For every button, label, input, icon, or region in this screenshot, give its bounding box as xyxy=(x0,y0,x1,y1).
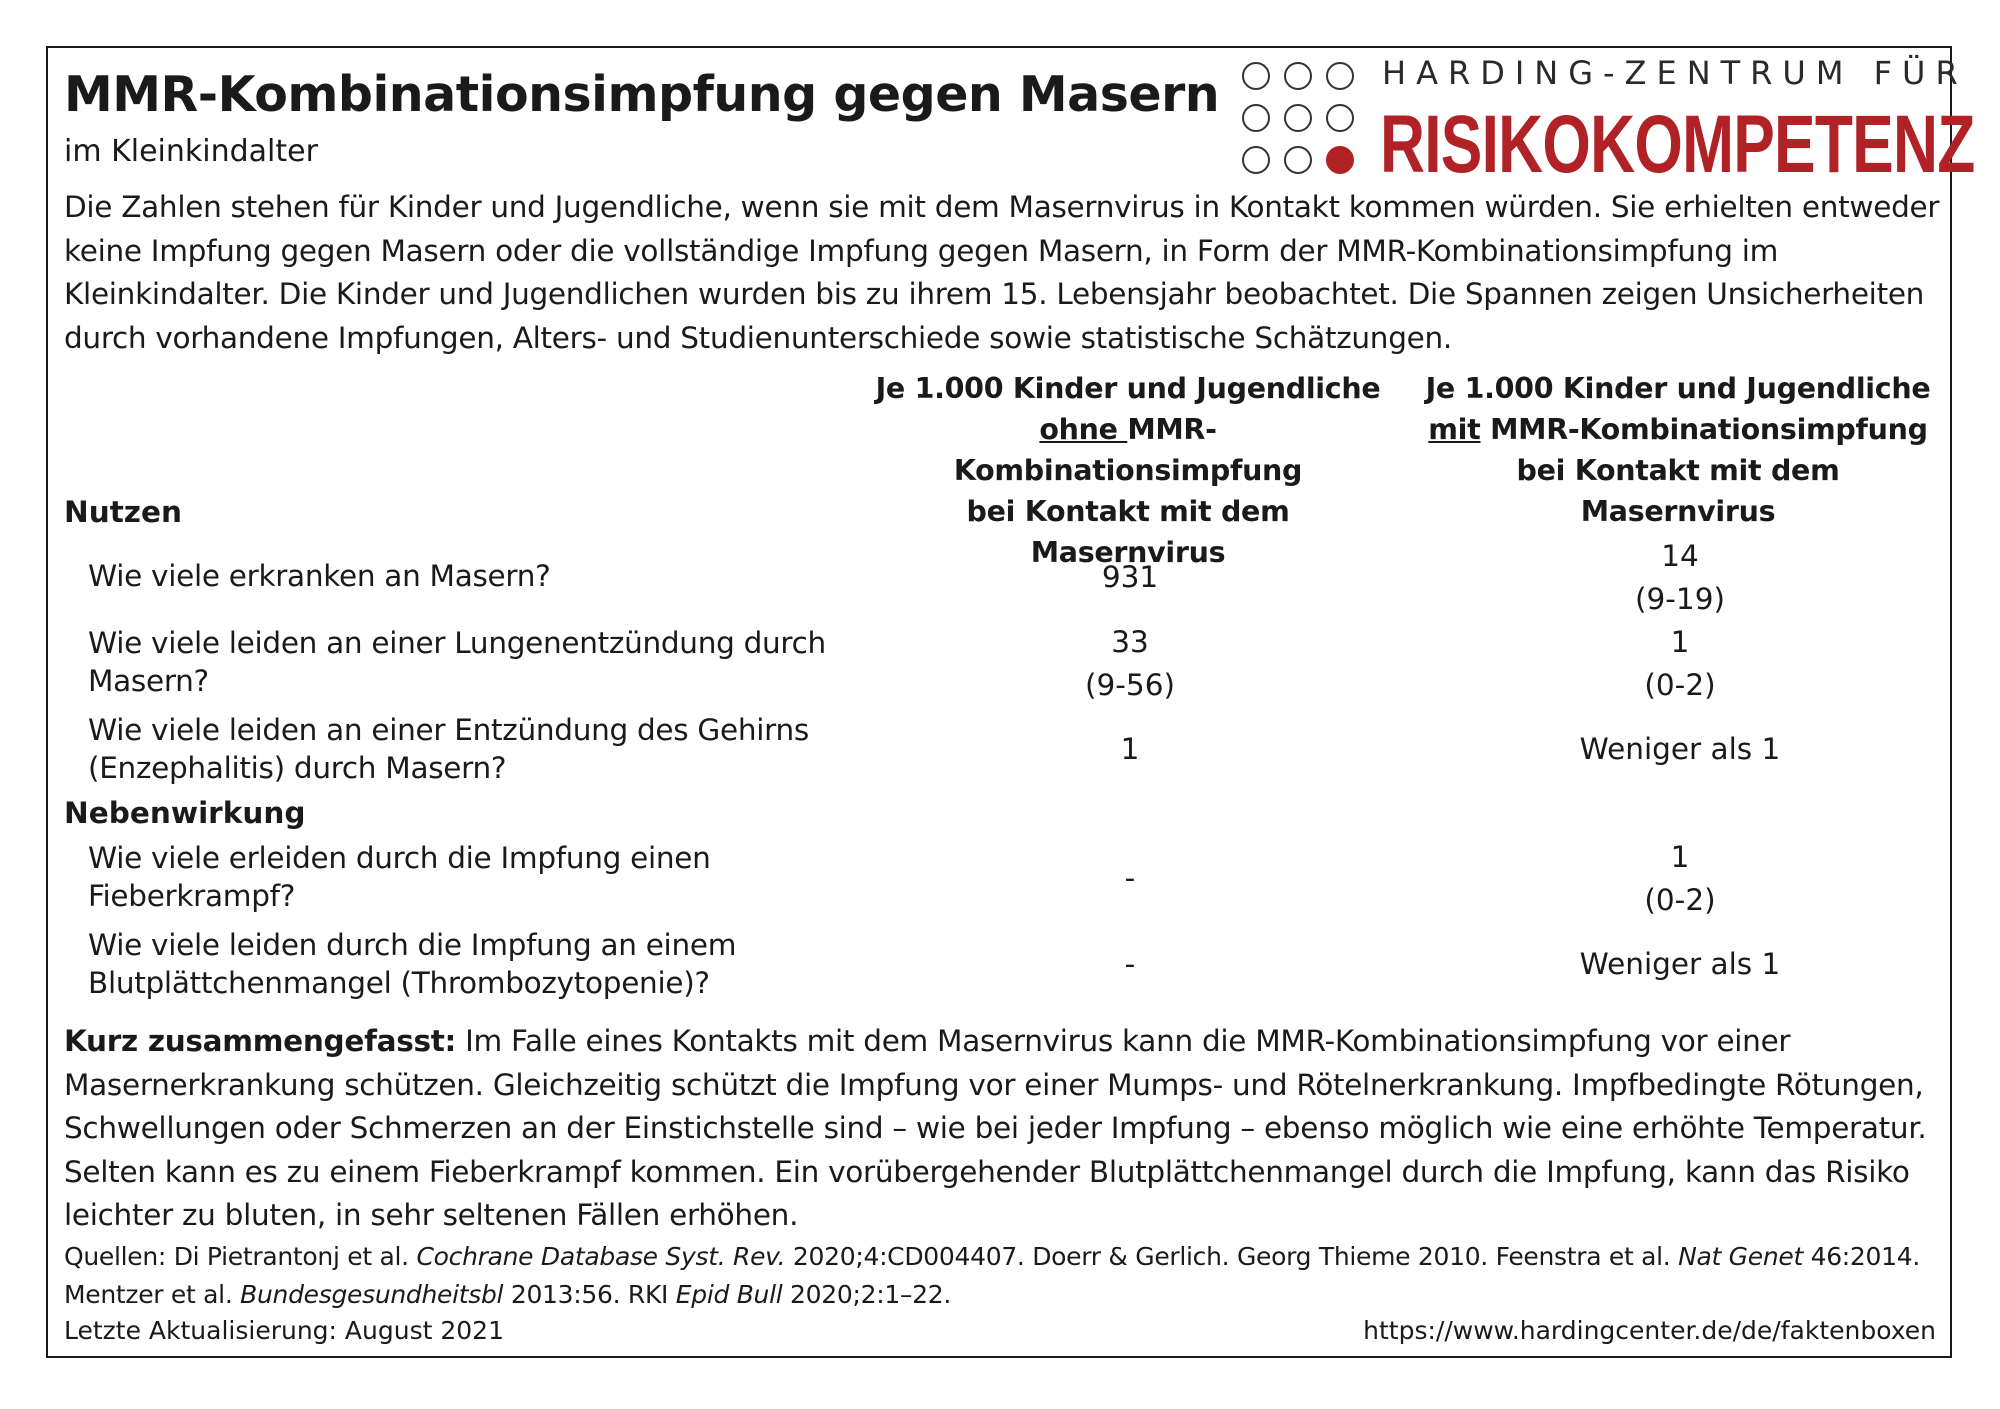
value-with xyxy=(1470,943,1890,986)
source-text: 46:2014. xyxy=(1802,1242,1921,1271)
value-without xyxy=(920,857,1340,900)
value-range: (9-56) xyxy=(1085,668,1175,702)
logo-circle-grid xyxy=(1242,62,1366,178)
summary-line: Selten kann es zu einem Fieberkrampf kommen. Ein vorübergehender Blutplättchenmangel durch die Impfung, kann das Risiko xyxy=(64,1154,1910,1189)
source-text: Quellen: Di Pietrantonj et al. xyxy=(64,1242,417,1271)
value-number: 33 xyxy=(1111,625,1149,659)
logo-circle xyxy=(1242,146,1270,174)
section-heading-harm: Nebenwirkung xyxy=(64,796,306,830)
value-number: 1 xyxy=(1670,840,1690,874)
table-row-question xyxy=(88,624,848,700)
summary-label: Kurz zusammengefasst: xyxy=(64,1024,457,1058)
sources-line xyxy=(64,1238,1920,1276)
underlined-word: ohne xyxy=(1039,413,1128,446)
intro-line: keine Impfung gegen Masern oder die vollständige Impfung gegen Masern, in Form der MMR-Kombinationsimpfung im xyxy=(64,233,1779,268)
table-row-question xyxy=(88,711,848,787)
summary-line: leichter zu bluten, in sehr seltenen Fällen erhöhen. xyxy=(64,1198,799,1232)
summary-text: Im Falle eines Kontakts mit dem Masernvirus kann die MMR-Kombinationsimpfung vor einer xyxy=(456,1024,1791,1058)
intro-line: Kleinkindalter. Die Kinder und Jugendlichen wurden bis zu ihrem 15. Lebensjahr beobachtet. Die Spannen zeigen Unsicherheiten xyxy=(64,277,1925,311)
summary-line: Masernerkrankung schützen. Gleichzeitig schützt die Impfung vor einer Mumps- und Rötelnerkrankung. Impfbedingte Rötungen, xyxy=(64,1067,1924,1102)
page-subtitle: im Kleinkindalter xyxy=(64,134,318,169)
summary-line xyxy=(64,1020,1944,1064)
table-row-question xyxy=(88,926,848,1002)
value-number: 931 xyxy=(1101,560,1159,594)
question-line: (Enzephalitis) durch Masern? xyxy=(88,751,507,785)
question-line: Masern? xyxy=(88,664,209,698)
sources-block xyxy=(64,1238,1920,1314)
value-without xyxy=(920,621,1340,707)
underlined-word: mit xyxy=(1428,413,1481,446)
value-number: - xyxy=(1124,947,1136,981)
intro-line: Die Zahlen stehen für Kinder und Jugendliche, wenn sie mit dem Masernvirus in Kontakt kommen würden. Sie erhielten entweder xyxy=(64,190,1940,224)
logo-circle xyxy=(1284,146,1312,174)
value-number: Weniger als 1 xyxy=(1579,732,1781,766)
question-line: Wie viele leiden durch die Impfung an einem xyxy=(88,928,737,962)
column-header-line xyxy=(1418,409,1938,450)
source-text: 2020;2:1–22. xyxy=(782,1280,951,1309)
value-number: - xyxy=(1124,861,1136,895)
logo-top-text: HARDING-ZENTRUM FÜR xyxy=(1382,54,1968,92)
table-row-question xyxy=(88,839,848,915)
logo-circle xyxy=(1284,62,1312,90)
summary-paragraph xyxy=(64,1020,1944,1238)
value-number: 1 xyxy=(1120,732,1140,766)
intro-line: durch vorhandene Impfungen, Alters- und Studienunterschiede sowie statistische Schätzungen. xyxy=(64,320,1452,355)
table-row-question xyxy=(88,557,848,595)
logo-main-text: RISIKOKOMPETENZ xyxy=(1380,99,1975,190)
column-header-line: Je 1.000 Kinder und Jugendliche xyxy=(875,372,1381,405)
page-title: MMR-Kombinationsimpfung gegen Masern xyxy=(64,66,1220,123)
column-header-line: Je 1.000 Kinder und Jugendliche xyxy=(1425,372,1931,405)
sources-line xyxy=(64,1276,1920,1314)
last-updated: Letzte Aktualisierung: August 2021 xyxy=(64,1316,504,1345)
question-line: Blutplättchenmangel (Thrombozytopenie)? xyxy=(88,966,710,1000)
summary-line: Schwellungen oder Schmerzen an der Einstichstelle sind – wie bei jeder Impfung – ebenso möglich wie eine erhöhte Temperatur. xyxy=(64,1111,1927,1145)
logo-circle xyxy=(1326,104,1354,132)
value-range: (0-2) xyxy=(1644,883,1716,917)
question-line: Wie viele leiden an einer Entzündung des Gehirns xyxy=(88,713,809,747)
value-number: 14 xyxy=(1661,539,1699,573)
source-journal: Epid Bull xyxy=(675,1280,783,1309)
value-range: (9-19) xyxy=(1635,582,1725,616)
value-number: 1 xyxy=(1670,625,1690,659)
value-with xyxy=(1470,728,1890,771)
question-line: Fieberkrampf? xyxy=(88,879,296,913)
column-header-text: MMR-Kombinationsimpfung xyxy=(953,413,1303,487)
column-header-text: MMR-Kombinationsimpfung xyxy=(1480,413,1928,446)
value-with xyxy=(1470,836,1890,922)
question-line: Wie viele erleiden durch die Impfung einen xyxy=(88,841,711,875)
value-with xyxy=(1470,621,1890,707)
source-journal: Cochrane Database Syst. Rev. xyxy=(416,1242,786,1271)
value-range: (0-2) xyxy=(1644,668,1716,702)
question-line: Wie viele erkranken an Masern? xyxy=(88,559,551,593)
logo-circle xyxy=(1326,62,1354,90)
logo-circle xyxy=(1284,104,1312,132)
value-with xyxy=(1470,535,1890,621)
source-text: 2020;4:CD004407. Doerr & Gerlich. Georg Thieme 2010. Feenstra et al. xyxy=(785,1242,1679,1271)
value-without xyxy=(920,556,1340,599)
column-header-line: bei Kontakt mit dem Masernvirus xyxy=(1516,454,1840,528)
logo-circle-filled xyxy=(1326,146,1354,174)
value-without xyxy=(920,728,1340,771)
logo-circle xyxy=(1242,62,1270,90)
question-line: Wie viele leiden an einer Lungenentzündung durch xyxy=(88,626,826,660)
value-number: Weniger als 1 xyxy=(1579,947,1781,981)
intro-paragraph xyxy=(64,186,1944,360)
column-header-line: bei Kontakt mit dem Masernvirus xyxy=(966,495,1290,569)
source-text: 2013:56. RKI xyxy=(503,1280,676,1309)
section-heading-benefit: Nutzen xyxy=(64,495,182,529)
source-text: Mentzer et al. xyxy=(64,1280,241,1309)
column-header-without xyxy=(868,368,1388,573)
column-header-line xyxy=(868,409,1388,491)
source-url[interactable]: https://www.hardingcenter.de/de/faktenboxen xyxy=(1363,1316,1936,1345)
logo-circle xyxy=(1242,104,1270,132)
source-journal: Bundesgesundheitsbl xyxy=(240,1280,504,1309)
source-journal: Nat Genet xyxy=(1678,1242,1803,1271)
value-without xyxy=(920,943,1340,986)
column-header-with xyxy=(1418,368,1938,532)
